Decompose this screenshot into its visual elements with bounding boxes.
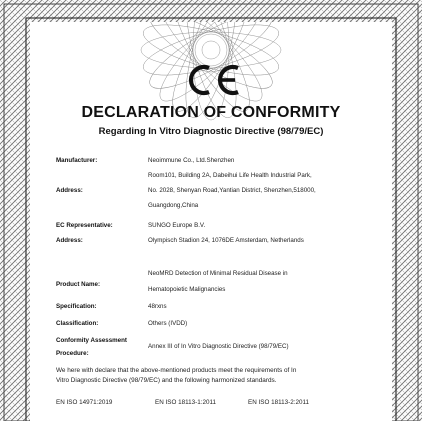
classification-value: Others (IVDD) (148, 320, 188, 327)
address-line-3: Guangdong,China (148, 202, 199, 209)
ec-address-label: Address: (56, 237, 83, 244)
standard-item: EN ISO 18113-2:2011 (248, 399, 310, 406)
standard-item: EN ISO 18113-1:2011 (155, 399, 217, 406)
document-subtitle: Regarding In Vitro Diagnostic Directive (98/79/EC) (98, 126, 324, 137)
statement-line-2: Vitro Diagnostic Directive (98/79/EC) and the following harmonized standards. (56, 377, 277, 384)
ce-mark-icon (183, 62, 241, 98)
address-line-2: No. 2028, Shenyan Road,Yantian District, Shenzhen,518000, (148, 187, 316, 194)
ec-address-value: Olympisch Stadion 24, 1076DE Amsterdam, Netherlands (148, 237, 304, 244)
statement-line-1: We here with declare that the above-mentioned products meet the requirements of In (56, 367, 297, 374)
specification-label: Specification: (56, 303, 97, 310)
conformity-assessment-value: Annex III of In Vitro Diagnostic Directive (98/79/EC) (148, 343, 289, 350)
standard-item: EN ISO 14971:2019 (56, 399, 113, 406)
ec-representative-value: SUNGO Europe B.V. (148, 222, 206, 229)
conformity-assessment-label: Conformity Assessment (56, 337, 127, 344)
specification-value: 48rxns (148, 303, 167, 310)
document-title: DECLARATION OF CONFORMITY (81, 104, 341, 121)
manufacturer-label: Manufacturer: (56, 157, 98, 164)
ec-representative-label: EC Representative: (56, 222, 113, 229)
address-line-1: Room101, Building 2A, Dabeihui Life Health Industrial Park, (148, 172, 312, 179)
procedure-label: Procedure: (56, 350, 89, 357)
product-name-line-2: Hematopoietic Malignancies (148, 286, 226, 293)
declaration-statement (56, 366, 396, 386)
classification-label: Classification: (56, 320, 99, 327)
address-label: Address: (56, 187, 83, 194)
manufacturer-value: Neoimmune Co., Ltd.Shenzhen (148, 157, 235, 164)
product-name-label: Product Name: (56, 281, 101, 288)
product-name-line-1: NeoMRD Detection of Minimal Residual Disease in (148, 270, 288, 277)
